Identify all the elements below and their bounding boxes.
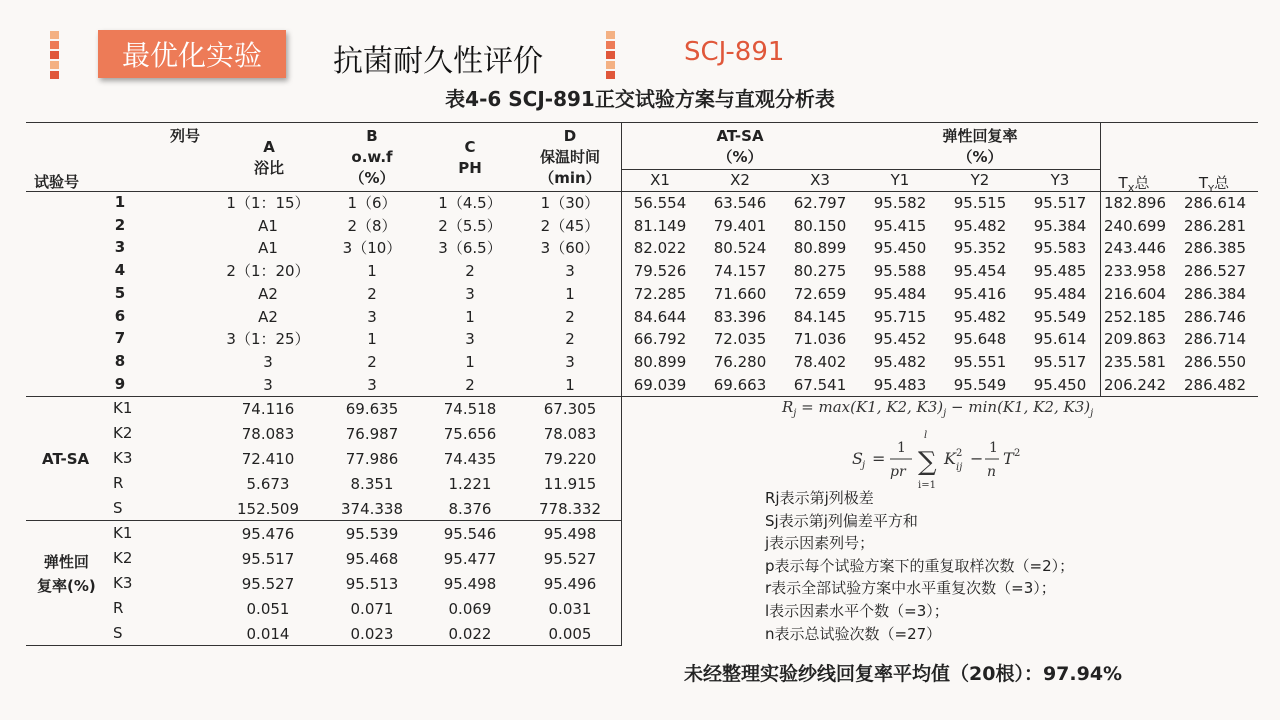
- analysis-cell-a: 5.673: [246, 475, 290, 493]
- cell-x3: 67.541: [793, 375, 847, 394]
- cell-b: 1: [367, 262, 377, 281]
- note-line: j表示因素列号；: [765, 534, 875, 553]
- cell-c: 1: [465, 352, 475, 371]
- analysis-key: S: [113, 499, 123, 517]
- analysis-key: K2: [113, 424, 133, 442]
- analysis-cell-c: 8.376: [448, 500, 492, 518]
- analysis-cell-d: 95.496: [543, 575, 597, 593]
- cell-ty: 286.527: [1183, 262, 1247, 281]
- cell-x2: 80.524: [713, 239, 767, 258]
- cell-tx: 233.958: [1103, 262, 1167, 281]
- cell-a: A1: [258, 216, 278, 235]
- elastic-header: 弹性回复率 （%）: [942, 127, 1018, 166]
- page-title: 抗菌耐久性评价: [333, 44, 543, 79]
- analysis-cell-b: 0.071: [350, 600, 394, 618]
- analysis-cell-a: 152.509: [236, 500, 300, 518]
- cell-c: 3: [465, 284, 475, 303]
- formula-notes: [765, 487, 1074, 645]
- svg-text:l: l: [924, 430, 928, 441]
- analysis-mid-rule: [26, 520, 622, 521]
- cell-x2: 76.280: [713, 352, 767, 371]
- table-bottom-rule: [26, 645, 622, 646]
- cell-x1: 79.526: [633, 262, 687, 281]
- cell-x3: 80.899: [793, 239, 847, 258]
- svg-text:i=1: i=1: [918, 480, 936, 490]
- analysis-cell-a: 78.083: [241, 425, 295, 443]
- subheader-cell: X3: [810, 171, 830, 189]
- analysis-cell-a: 74.116: [241, 400, 295, 418]
- cell-x3: 78.402: [793, 352, 847, 371]
- cell-x2: 63.546: [713, 194, 767, 212]
- cell-b: 2（8）: [347, 216, 397, 235]
- cell-tx: 243.446: [1103, 239, 1167, 258]
- subheader-cell: Y1: [890, 171, 910, 189]
- analysis-cell-a: 72.410: [241, 450, 295, 468]
- cell-y3: 95.583: [1033, 239, 1087, 258]
- cell-d: 3: [565, 262, 575, 281]
- cell-ty: 286.482: [1183, 375, 1247, 394]
- analysis-cell-d: 11.915: [543, 475, 597, 493]
- svg-text:K: K: [944, 449, 956, 468]
- analysis-cell-b: 0.023: [350, 625, 394, 643]
- cell-ty: 286.385: [1183, 239, 1247, 258]
- cell-d: 1（30）: [540, 194, 600, 212]
- analysis-cell-c: 95.477: [443, 550, 497, 568]
- analysis-cell-d: 95.498: [543, 525, 597, 543]
- cell-y1: 95.450: [873, 239, 927, 258]
- cell-y1: 95.715: [873, 307, 927, 326]
- analysis-cell-b: 95.468: [345, 550, 399, 568]
- analysis-key: R: [113, 474, 124, 492]
- analysis-cell-c: 1.221: [448, 475, 492, 493]
- note-line: l表示因素水平个数（=3）；: [765, 601, 949, 620]
- svg-text:pr: pr: [890, 464, 906, 480]
- cell-d: 1: [565, 375, 575, 394]
- cell-c: 1: [465, 307, 475, 326]
- cell-x3: 80.275: [793, 262, 847, 281]
- analysis-cell-a: 0.051: [246, 600, 290, 618]
- cell-x1: 69.039: [633, 375, 687, 394]
- cell-y2: 95.352: [953, 239, 1007, 258]
- analysis-cell-d: 67.305: [543, 400, 597, 418]
- col-a-header: A 浴比: [253, 138, 284, 177]
- note-line: Rj表示第j列极差: [765, 489, 874, 507]
- cell-a: 2（1：20）: [226, 262, 310, 281]
- cell-y1: 95.582: [873, 194, 927, 212]
- trial-number: 1: [114, 193, 126, 211]
- analysis-cell-c: 0.069: [448, 600, 492, 618]
- analysis-key: K2: [113, 549, 133, 567]
- cell-y3: 95.549: [1033, 307, 1087, 326]
- cell-d: 2: [565, 307, 575, 326]
- analysis-cell-a: 0.014: [246, 625, 290, 643]
- analysis-key: S: [113, 624, 123, 642]
- analysis-cell-b: 8.351: [350, 475, 394, 493]
- stripe-decoration-icon: [606, 31, 615, 81]
- cell-x3: 71.036: [793, 330, 847, 349]
- svg-text:1: 1: [989, 440, 998, 456]
- note-line: Sj表示第j列偏差平方和: [765, 511, 918, 530]
- svg-text:j: j: [862, 460, 866, 471]
- analysis-cell-d: 0.005: [548, 625, 592, 643]
- cell-tx: 209.863: [1103, 330, 1167, 349]
- note-line: p表示每个试验方案下的重复取样次数（=2）；: [765, 556, 1075, 575]
- analysis-key: R: [113, 599, 124, 617]
- trial-number: 6: [114, 306, 126, 325]
- cell-ty: 286.614: [1183, 194, 1247, 212]
- cell-y2: 95.648: [953, 330, 1007, 349]
- trial-no-label: 试验号: [34, 173, 80, 191]
- note-line: n表示总试验次数（=27）: [765, 624, 942, 643]
- trials-bottom-rule: [26, 396, 1258, 397]
- footer-summary: 未经整理实验纱线回复率平均值（20根）：97.94%: [684, 663, 1123, 685]
- cell-a: 3（1：25）: [226, 330, 310, 349]
- atsa-analysis-label: AT-SA: [42, 450, 90, 468]
- trial-number: 2: [114, 215, 126, 234]
- cell-y2: 95.482: [953, 216, 1007, 235]
- analysis-cell-d: 78.083: [543, 425, 597, 443]
- cell-c: 1（4.5）: [438, 194, 502, 212]
- analysis-cell-b: 374.338: [340, 500, 404, 518]
- cell-x2: 79.401: [713, 216, 767, 235]
- cell-y2: 95.482: [953, 307, 1007, 326]
- cell-x3: 72.659: [793, 284, 847, 303]
- cell-y2: 95.416: [953, 284, 1007, 303]
- cell-tx: 182.896: [1103, 194, 1167, 212]
- cell-b: 3: [367, 307, 377, 326]
- cell-y1: 95.452: [873, 330, 927, 349]
- svg-text:∑: ∑: [918, 447, 937, 477]
- svg-text:=: =: [872, 449, 886, 468]
- analysis-cell-b: 77.986: [345, 450, 399, 468]
- cell-c: 2: [465, 262, 475, 281]
- analysis-cell-a: 95.517: [241, 550, 295, 568]
- stripe-decoration-icon: [50, 31, 59, 81]
- cell-tx: 206.242: [1103, 375, 1167, 394]
- cell-b: 3: [367, 375, 377, 394]
- analysis-cell-a: 95.476: [241, 525, 295, 543]
- cell-d: 2（45）: [540, 216, 600, 235]
- svg-text:1: 1: [897, 440, 906, 456]
- cell-b: 1（6）: [347, 194, 397, 212]
- cell-y2: 95.454: [953, 262, 1007, 281]
- subheader-cell: Y3: [1050, 171, 1070, 189]
- cell-y3: 95.614: [1033, 330, 1087, 349]
- analysis-cell-d: 79.220: [543, 450, 597, 468]
- cell-y1: 95.588: [873, 262, 927, 281]
- col-b-header: B o.w.f （%）: [349, 127, 395, 187]
- analysis-cell-a: 95.527: [241, 575, 295, 593]
- trial-number: 7: [114, 329, 126, 348]
- cell-y1: 95.482: [873, 352, 927, 371]
- cell-d: 1: [565, 284, 575, 303]
- cell-x3: 84.145: [793, 307, 847, 326]
- cell-b: 2: [367, 284, 377, 303]
- analysis-key: K3: [113, 449, 133, 467]
- svg-text:T: T: [1003, 449, 1014, 468]
- cell-x1: 81.149: [633, 216, 687, 235]
- cell-ty: 286.714: [1183, 330, 1247, 349]
- svg-text:ij: ij: [956, 462, 963, 473]
- cell-y1: 95.484: [873, 284, 927, 303]
- svg-text:2: 2: [956, 448, 963, 459]
- analysis-cell-c: 0.022: [448, 625, 492, 643]
- atsa-header: AT-SA （%）: [716, 127, 764, 166]
- analysis-cell-b: 95.539: [345, 525, 399, 543]
- cell-c: 2: [465, 375, 475, 394]
- cell-d: 2: [565, 330, 575, 349]
- analysis-cell-d: 778.332: [538, 500, 602, 518]
- cell-d: 3: [565, 352, 575, 371]
- ty-header: $T_Y$总: [1198, 174, 1230, 195]
- note-line: r表示全部试验方案中水平重复次数（=3）；: [765, 579, 1056, 598]
- cell-b: 1: [367, 330, 377, 349]
- cell-y3: 95.517: [1033, 194, 1087, 212]
- cell-y1: 95.483: [873, 375, 927, 394]
- subheader-cell: X1: [650, 171, 670, 189]
- cell-tx: 240.699: [1103, 216, 1167, 235]
- trial-number: 4: [114, 261, 126, 280]
- trial-number: 5: [114, 283, 126, 302]
- analysis-cell-b: 69.635: [345, 400, 399, 418]
- cell-x1: 82.022: [633, 239, 687, 258]
- cell-y2: 95.549: [953, 375, 1007, 394]
- cell-x1: 66.792: [633, 330, 687, 349]
- cell-a: A2: [258, 284, 278, 303]
- trial-number: 9: [114, 374, 126, 393]
- cell-c: 3: [465, 330, 475, 349]
- product-code: SCJ-891: [684, 37, 785, 67]
- analysis-cell-c: 75.656: [443, 425, 497, 443]
- cell-a: 3: [263, 352, 273, 371]
- analysis-cell-c: 95.546: [443, 525, 497, 543]
- section-badge: 最优化实验: [98, 30, 286, 78]
- subheader-cell: Y2: [970, 171, 990, 189]
- cell-tx: 252.185: [1103, 307, 1167, 326]
- range-formula: $R_j = \max(K1$, K2, $K3)_j - \min(K1$, K2, $K3)_j$: [782, 398, 1094, 419]
- cell-ty: 286.281: [1183, 216, 1247, 235]
- cell-x2: 69.663: [713, 375, 767, 394]
- svg-text:S: S: [852, 449, 863, 468]
- cell-c: 2（5.5）: [438, 216, 502, 235]
- cell-y3: 95.384: [1033, 216, 1087, 235]
- cell-a: A2: [258, 307, 278, 326]
- cell-x3: 80.150: [793, 216, 847, 235]
- subheader-cell: X2: [730, 171, 750, 189]
- cell-d: 3（60）: [540, 239, 600, 258]
- cell-x1: 80.899: [633, 352, 687, 371]
- cell-b: 3（10）: [342, 239, 402, 258]
- analysis-key: K1: [113, 399, 133, 417]
- analysis-cell-c: 95.498: [443, 575, 497, 593]
- cell-tx: 235.581: [1103, 352, 1167, 371]
- cell-y2: 95.551: [953, 352, 1007, 371]
- analysis-key: K3: [113, 574, 133, 592]
- cell-y3: 95.517: [1033, 352, 1087, 371]
- variance-formula-graphic: [852, 428, 1052, 490]
- col-d-header: D 保温时间 （min）: [539, 127, 601, 187]
- table-title: 表4-6 SCJ-891正交试验方案与直观分析表: [445, 87, 835, 111]
- cell-ty: 286.746: [1183, 307, 1247, 326]
- cell-b: 2: [367, 352, 377, 371]
- cell-y1: 95.415: [873, 216, 927, 235]
- analysis-cell-d: 0.031: [548, 600, 592, 618]
- trial-number: 3: [114, 238, 126, 257]
- cell-x1: 72.285: [633, 284, 687, 303]
- variance-formula: [852, 428, 1052, 494]
- svg-text:−: −: [970, 449, 984, 468]
- col-c-header: C PH: [458, 138, 482, 177]
- analysis-cell-c: 74.518: [443, 400, 497, 418]
- cell-x1: 56.554: [633, 194, 687, 212]
- cell-ty: 286.384: [1183, 284, 1247, 303]
- analysis-cell-b: 95.513: [345, 575, 399, 593]
- trial-number: 8: [114, 351, 126, 370]
- cell-x1: 84.644: [633, 307, 687, 326]
- cell-a: A1: [258, 239, 278, 258]
- svg-text:2: 2: [1014, 448, 1021, 459]
- cell-ty: 286.550: [1183, 352, 1247, 371]
- table-top-rule: [26, 122, 1258, 123]
- cell-a: 3: [263, 375, 273, 394]
- cell-y3: 95.484: [1033, 284, 1087, 303]
- elastic-analysis-label: 弹性回 复率(%): [37, 553, 96, 595]
- cell-tx: 216.604: [1103, 284, 1167, 303]
- cell-x3: 62.797: [793, 194, 847, 212]
- cell-y2: 95.515: [953, 194, 1007, 212]
- cell-x2: 83.396: [713, 307, 767, 326]
- tx-header: $T_X$总: [1118, 174, 1150, 195]
- cell-x2: 71.660: [713, 284, 767, 303]
- analysis-cell-c: 74.435: [443, 450, 497, 468]
- cell-x2: 74.157: [713, 262, 767, 281]
- cell-c: 3（6.5）: [438, 239, 502, 258]
- cell-y3: 95.485: [1033, 262, 1087, 281]
- analysis-cell-b: 76.987: [345, 425, 399, 443]
- analysis-key: K1: [113, 524, 133, 542]
- cell-y3: 95.450: [1033, 375, 1087, 394]
- svg-text:n: n: [987, 464, 997, 480]
- col-no-label: 列号: [170, 127, 201, 145]
- cell-x2: 72.035: [713, 330, 767, 349]
- subheader-rule: [621, 169, 1101, 170]
- cell-a: 1（1：15）: [226, 194, 310, 212]
- analysis-cell-d: 95.527: [543, 550, 597, 568]
